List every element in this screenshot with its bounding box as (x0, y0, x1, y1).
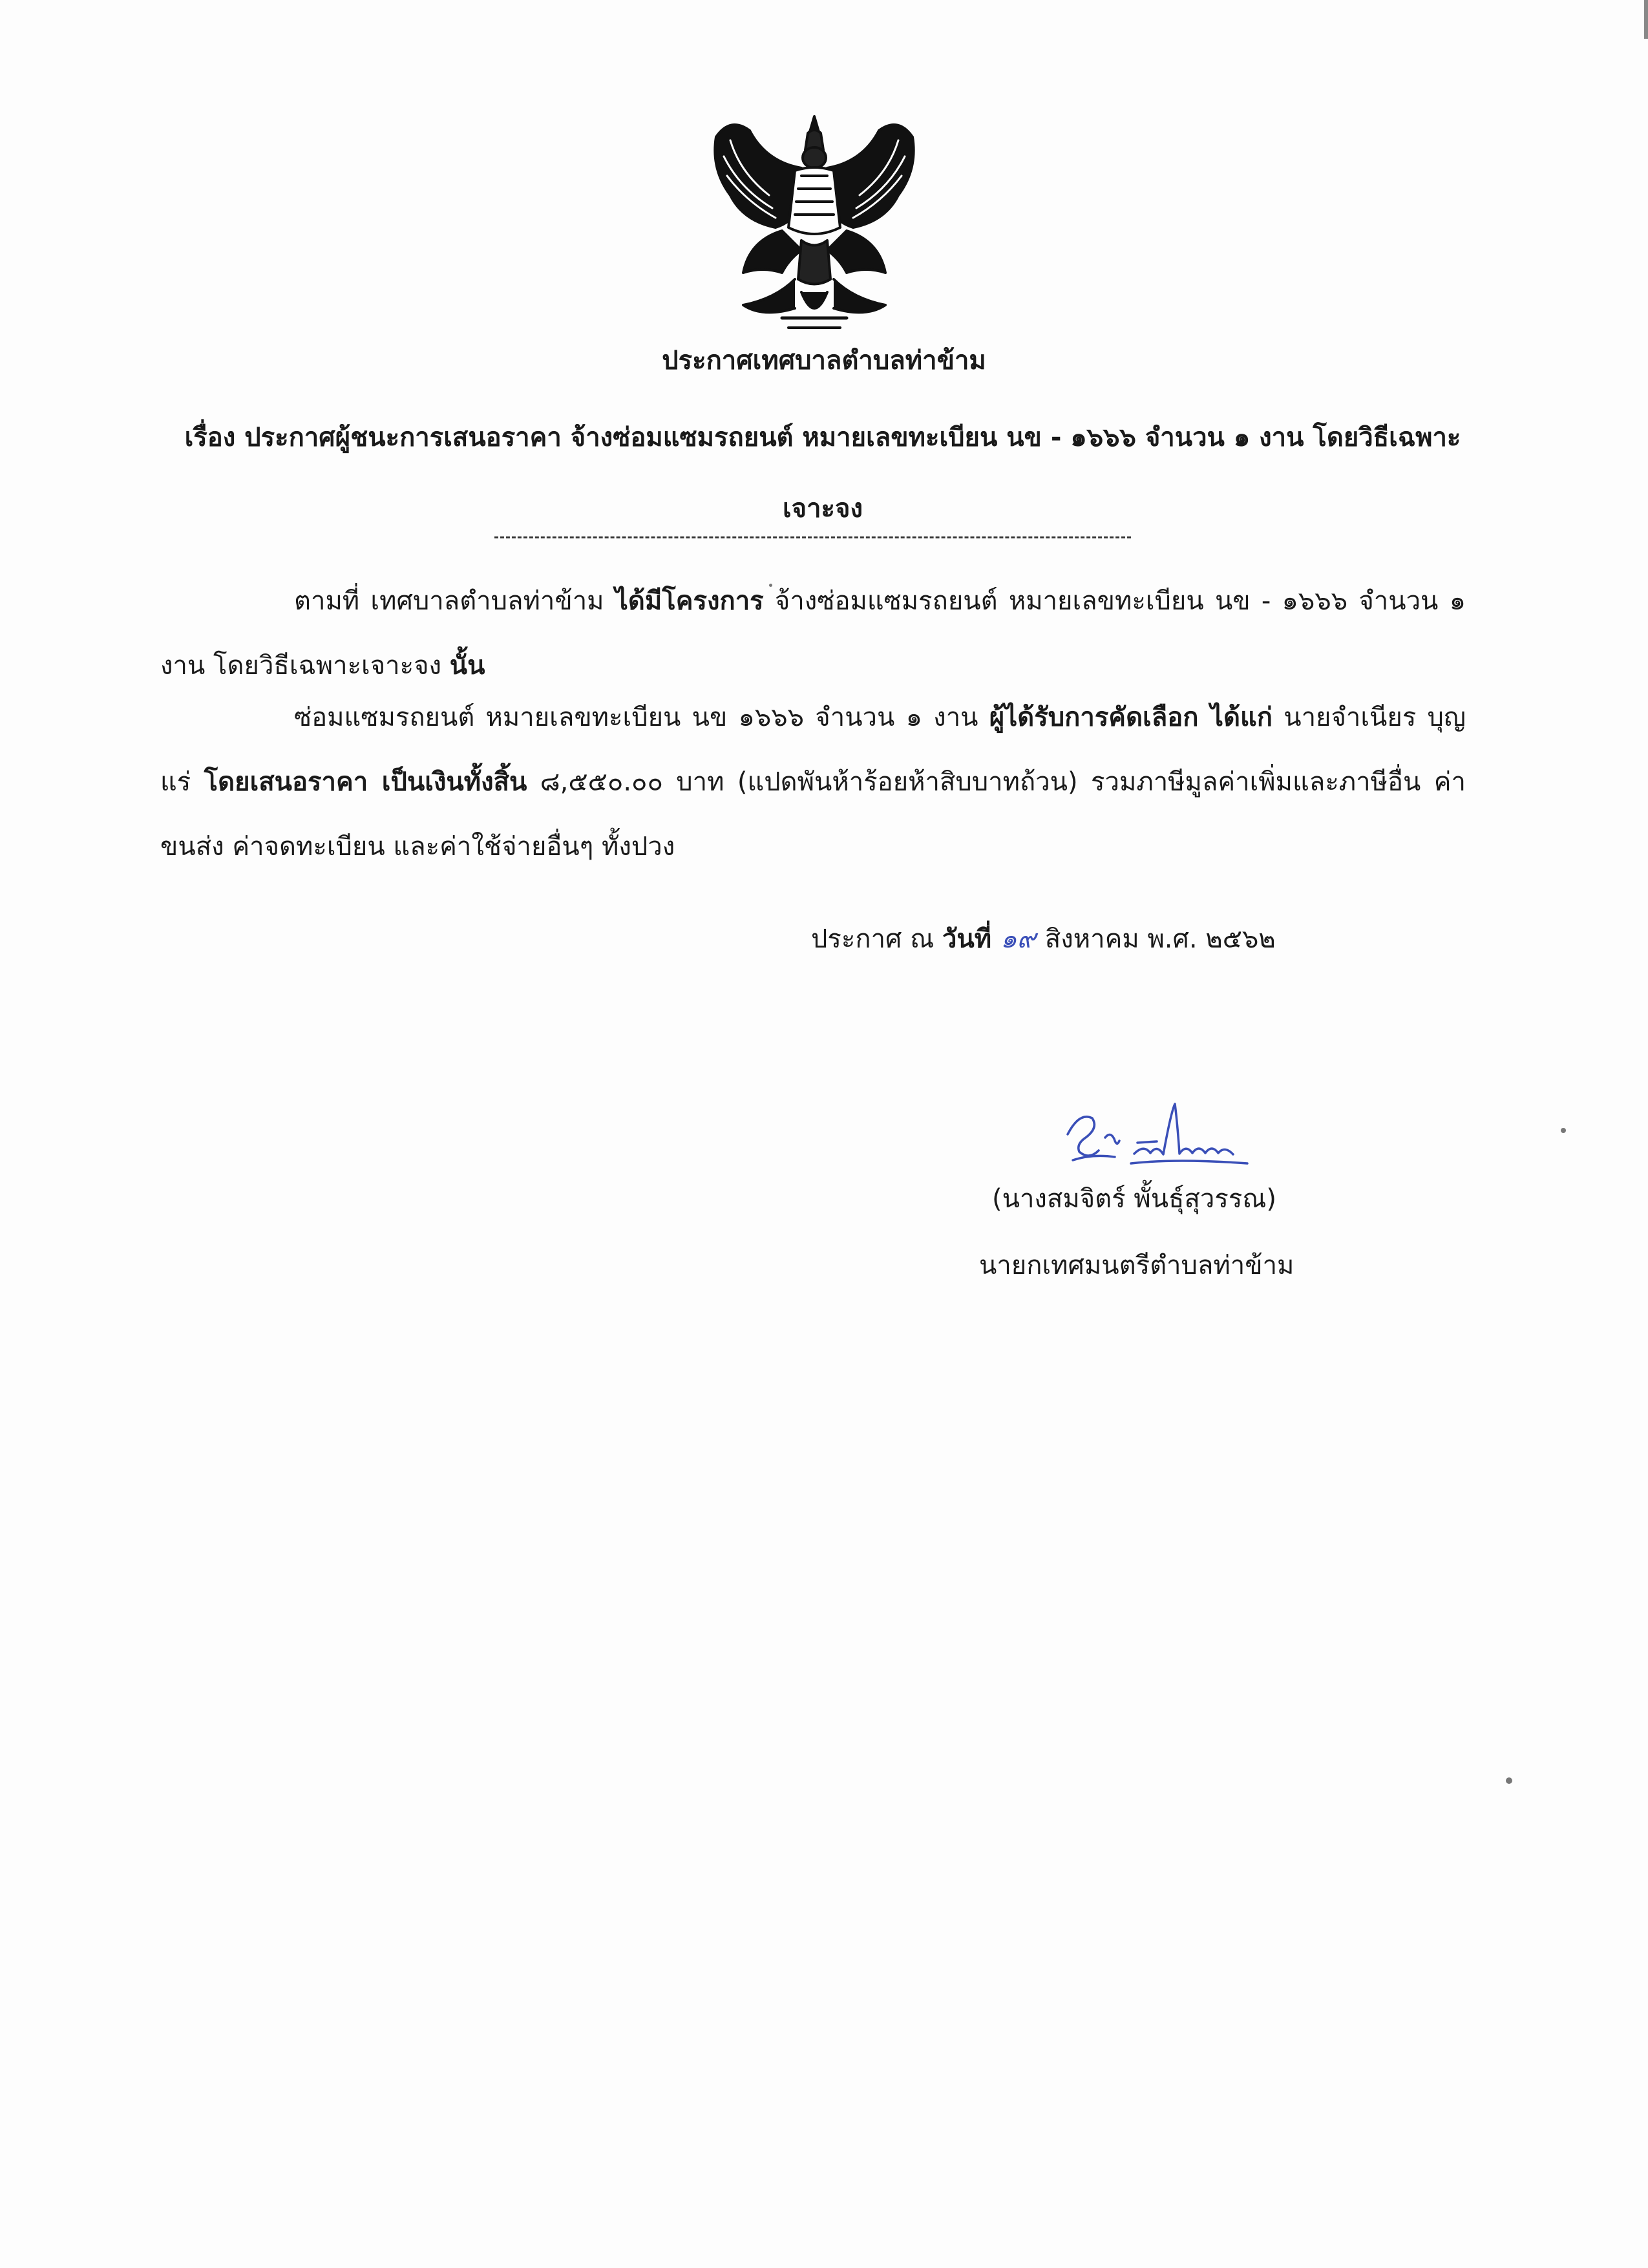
date-prefix: ประกาศ ณ (811, 924, 942, 954)
garuda-emblem-icon (704, 111, 924, 334)
document-title: ประกาศเทศบาลตำบลท่าข้าม (662, 346, 986, 376)
document-subject: เรื่อง ประกาศผู้ชนะการเสนอราคา จ้างซ่อมแซมรถยนต์ หมายเลขทะเบียน นข - ๑๖๖๖ จำนวน ๑ งาน โดยวิธีเฉพาะเจาะจง (184, 423, 1461, 524)
p2-bold2: โดยเสนอราคา เป็นเงินทั้งสิ้น (204, 767, 527, 797)
p2-rest: ๘,๕๕๐.๐๐ บาท (แปดพันห้าร้อยห้าสิบบาทถ้วน) รวมภาษีมูลค่าเพิ่มและภาษีอื่น ค่าขนส่ง ค่าจดทะเบียน และค่าใช้จ่ายอื่นๆ ทั้งปวง (160, 767, 1466, 862)
handwritten-signature (1060, 1099, 1254, 1176)
date-day-handwritten: ๑๙ (1000, 924, 1036, 954)
paragraph-background (160, 569, 1466, 698)
separator-rule (494, 536, 1131, 538)
scan-speck (1561, 1128, 1566, 1133)
p1-bold: ได้มีโครงการ (615, 586, 764, 616)
scan-speck (1506, 1777, 1512, 1784)
p2-lead: ซ่อมแซมรถยนต์ หมายเลขทะเบียน นข ๑๖๖๖ จำนวน ๑ งาน (294, 703, 989, 732)
p1-lead: ตามที่ เทศบาลตำบลท่าข้าม (294, 586, 615, 616)
p1-end: นั้น (449, 651, 485, 681)
date-day-label: วันที่ (942, 924, 992, 954)
announcement-date (811, 918, 1276, 959)
paragraph-award (160, 685, 1466, 879)
p1-rest: จ้างซ่อมแซมรถยนต์ หมายเลขทะเบียน นข - ๑๖๖๖ จำนวน ๑ งาน โดยวิธีเฉพาะเจาะจง (160, 586, 1466, 681)
signer-position: นายกเทศมนตรีตำบลท่าข้าม (979, 1251, 1294, 1280)
p2-mid: นายจำเนียร บุญแร่ (160, 703, 1466, 797)
date-month-year: สิงหาคม พ.ศ. ๒๕๖๒ (1044, 924, 1276, 954)
p2-bold: ผู้ได้รับการคัดเลือก ได้แก่ (989, 703, 1273, 732)
scan-edge-mark (1644, 0, 1648, 39)
signer-name: (นางสมจิตร์ พั้นธุ์สุวรรณ) (992, 1184, 1277, 1214)
